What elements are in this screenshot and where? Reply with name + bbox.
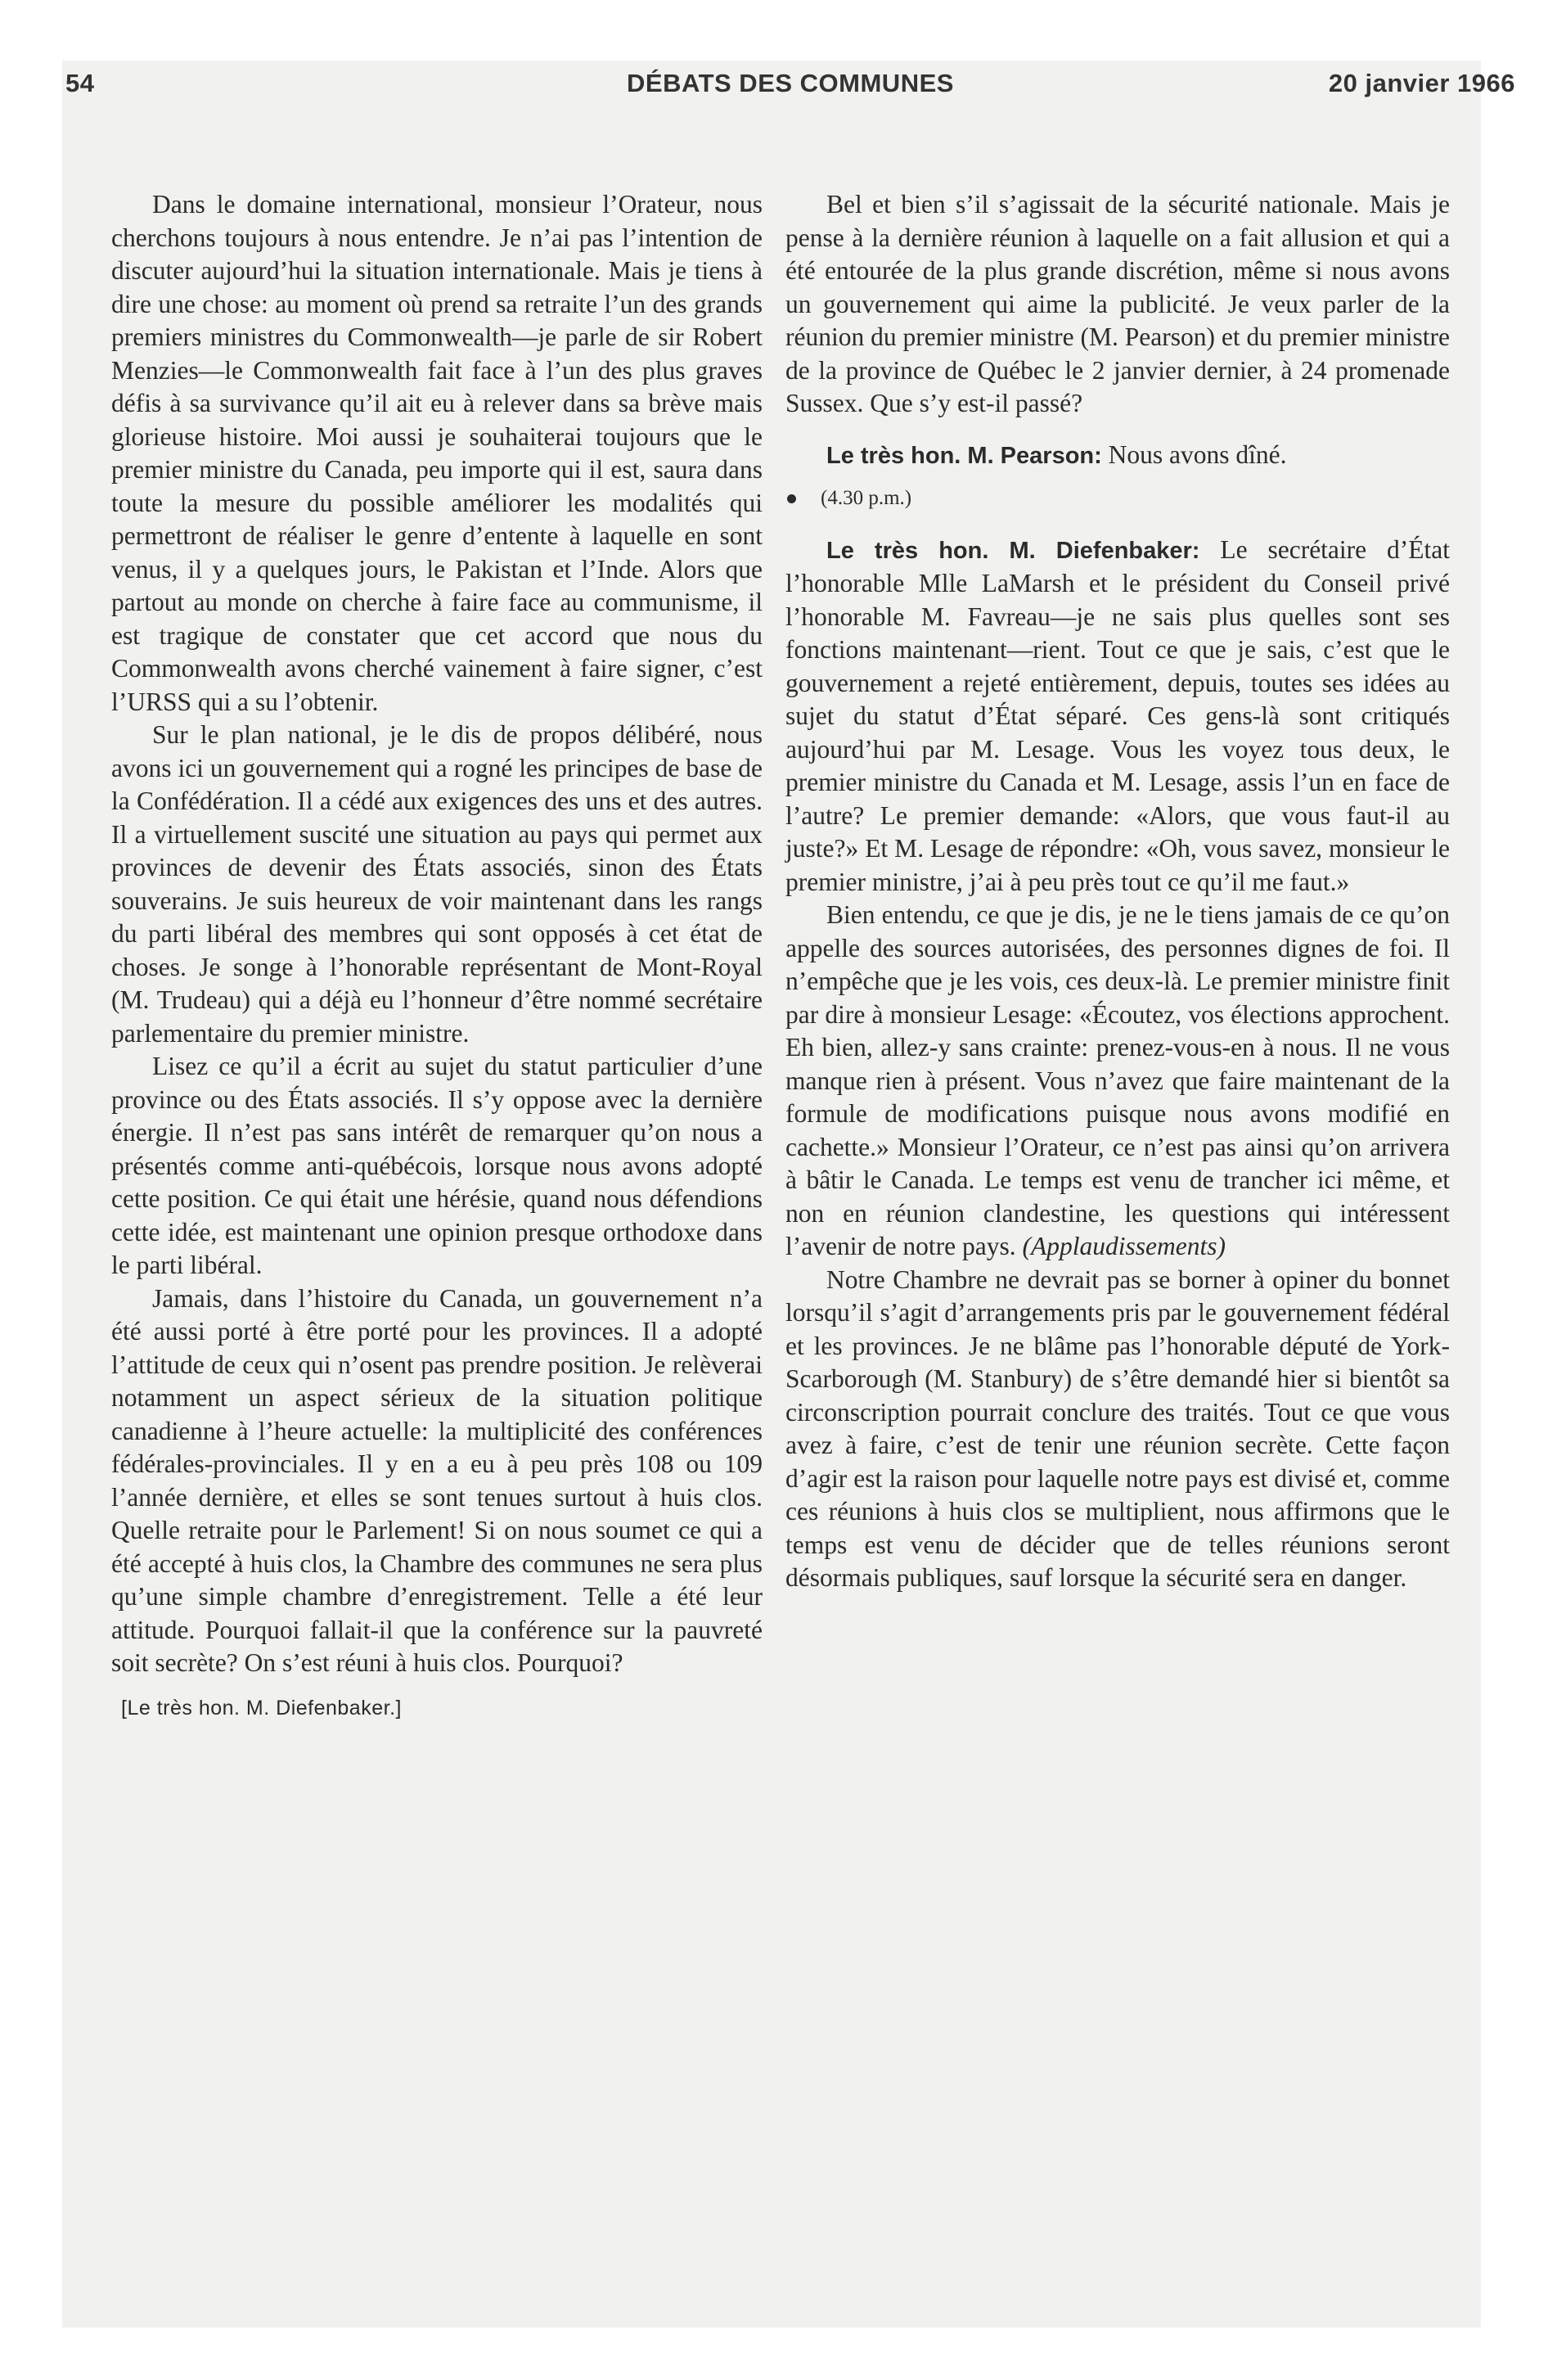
applause-note: (Applaudissements) [1022, 1232, 1226, 1260]
time-stamp-line [785, 482, 1450, 516]
speech-text: Nous avons dîné. [1101, 439, 1287, 469]
body-paragraph: Sur le plan national, je le dis de propos délibéré, nous avons ici un gouvernement qui a rogné les principes de base de la Confédération. Il a cédé aux exigences des uns et des autres. Il a virtuellement suscité une situation au pays qui permet aux provinces de devenir des États associés, sinon des États souverains. Je suis heureux de voir maintenant dans les rangs du parti libéral des membres qui sont opposés à cet état de choses. Je songe à l’honorable représentant de Mont-Royal (M. Trudeau) qui a déjà eu l’honneur d’être nommé secrétaire parlementaire du premier ministre. [111, 720, 763, 1048]
publication-title: DÉBATS DES COMMUNES [627, 69, 954, 97]
right-column [785, 188, 1450, 1595]
body-paragraph: Notre Chambre ne devrait pas se borner à opiner du bonnet lorsqu’il s’agit d’arrangements pris par le gouvernement fédéral et les provinces. Je ne blâme pas l’honorable député de York-Scarborough (M. Stanbury) de s’être demandé hier si bientôt sa circonscription pourrait conclure des traités. Tout ce que vous avez à faire, c’est de tenir une réunion secrète. Cette façon d’agir est la raison pour laquelle notre pays est divisé et, comme ces réunions à huis clos se multiplient, nous affirmons que le temps est venu de décider que de telles réunions seront désormais publiques, sauf lorsque la sécurité sera en danger. [785, 1264, 1450, 1592]
speech-diefenbaker [785, 534, 1450, 899]
bullet-icon [787, 494, 796, 503]
left-column [111, 188, 763, 1724]
speech-text: Le secrétaire d’État l’honorable Mlle LaMarsh et le président du Conseil privé l’honorable M. Favreau—je ne sais plus quelles sont ses fonctions maintenant—rient. Tout ce que je sais, c’est que le gouvernement a rejeté entièrement, depuis, toutes ses idées au sujet du statut d’État séparé. Ces gens-là sont critiqués aujourd’hui par M. Lesage. Vous les voyez tous deux, le premier ministre du Canada et M. Lesage, assis l’un en face de l’autre? Le premier demande: «Alors, que vous faut-il au juste?» Et M. Lesage de répondre: «Oh, vous savez, monsieur le premier ministre, j’ai à peu près tout ce qu’il me faut.» [785, 534, 1451, 896]
page-header [65, 69, 1515, 118]
page-number: 54 [65, 69, 95, 97]
speech-pearson [785, 439, 1450, 473]
speaker-name: Le très hon. M. Diefenbaker: [826, 537, 1200, 564]
speaker-name: Le très hon. M. Pearson: [826, 442, 1102, 469]
body-paragraph: Jamais, dans l’histoire du Canada, un gouvernement n’a été aussi porté à être porté pour les provinces. Il a adopté l’attitude de ceux qui n’osent pas prendre position. Je relèverai notamment un aspect sérieux de la situation politique canadienne à l’heure actuelle: la multiplicité des conférences fédérales-provinciales. Il y en a eu à peu près 108 ou 109 l’année dernière, et elles se sont tenues surtout à huis clos. Quelle retraite pour le Parlement! Si on nous soumet ce qui a été accepté à huis clos, la Chambre des communes ne sera plus qu’une simple chambre d’enregistrement. Telle a été leur attitude. Pourquoi fallait-il que la conférence sur la pauvreté soit secrète? On s’est réuni à huis clos. Pourquoi? [111, 1283, 763, 1677]
body-paragraph: Bel et bien s’il s’agissait de la sécurité nationale. Mais je pense à la dernière réunion à laquelle on a fait allusion et qui a été entourée de la plus grande discrétion, même si nous avons un gouvernement qui aime la publicité. Je veux parler de la réunion du premier ministre (M. Pearson) et du premier ministre de la province de Québec le 2 janvier dernier, à 24 promenade Sussex. Que s’y est-il passé? [785, 190, 1450, 417]
body-paragraph [785, 899, 1450, 1264]
speaker-continuation-marker: [Le très hon. M. Diefenbaker.] [121, 1696, 402, 1720]
publication-date: 20 janvier 1966 [1328, 69, 1515, 97]
body-paragraph: Lisez ce qu’il a écrit au sujet du statut particulier d’une province ou des États associés. Il s’y oppose avec la dernière énergie. Il n’est pas sans intérêt de remarquer qu’on nous a présentés comme anti-québécois, lorsque nous avons adopté cette position. Ce qui était une hérésie, quand nous défendions cette idée, est maintenant une opinion presque orthodoxe dans le parti libéral. [111, 1052, 763, 1279]
body-paragraph: Dans le domaine international, monsieur l’Orateur, nous cherchons toujours à nous entendre. Je n’ai pas l’intention de discuter aujourd’hui la situation internationale. Mais je tiens à dire une chose: au moment où prend sa retraite l’un des grands premiers ministres du Commonwealth—je parle de sir Robert Menzies—le Commonwealth fait face à l’un des plus graves défis à sa survivance qu’il ait eu à relever dans sa brève mais glorieuse histoire. Moi aussi je souhaiterai toujours que le premier ministre du Canada, peu importe qui il est, saura dans toute la mesure du possible améliorer les modalités qui permettront de réaliser le genre d’entente à laquelle en sont venus, il y a quelques jours, le Pakistan et l’Inde. Alors que partout au monde on cherche à faire face au communisme, il est tragique de constater que cet accord que nous du Commonwealth avons cherché vainement à faire signer, c’est l’URSS qui a su l’obtenir. [111, 190, 763, 716]
time-stamp: (4.30 p.m.) [821, 487, 912, 509]
paragraph-text: Bien entendu, ce que je dis, je ne le tiens jamais de ce qu’on appelle des sources autorisées, des personnes dignes de foi. Il n’empêche que je les vois, ces deux-là. Le premier ministre finit par dire à monsieur Lesage: «Écoutez, vos élections approchent. Eh bien, allez-y sans crainte: prenez-vous-en à nous. Il ne vous manque rien à présent. Vous n’avez que faire maintenant de la formule de modifications puisque nous avons modifié en cachette.» Monsieur l’Orateur, ce n’est pas ainsi qu’on arrivera à bâtir le Canada. Le temps est venu de trancher ici même, et non en réunion clandestine, les questions qui intéressent l’avenir de notre pays. [785, 900, 1450, 1260]
